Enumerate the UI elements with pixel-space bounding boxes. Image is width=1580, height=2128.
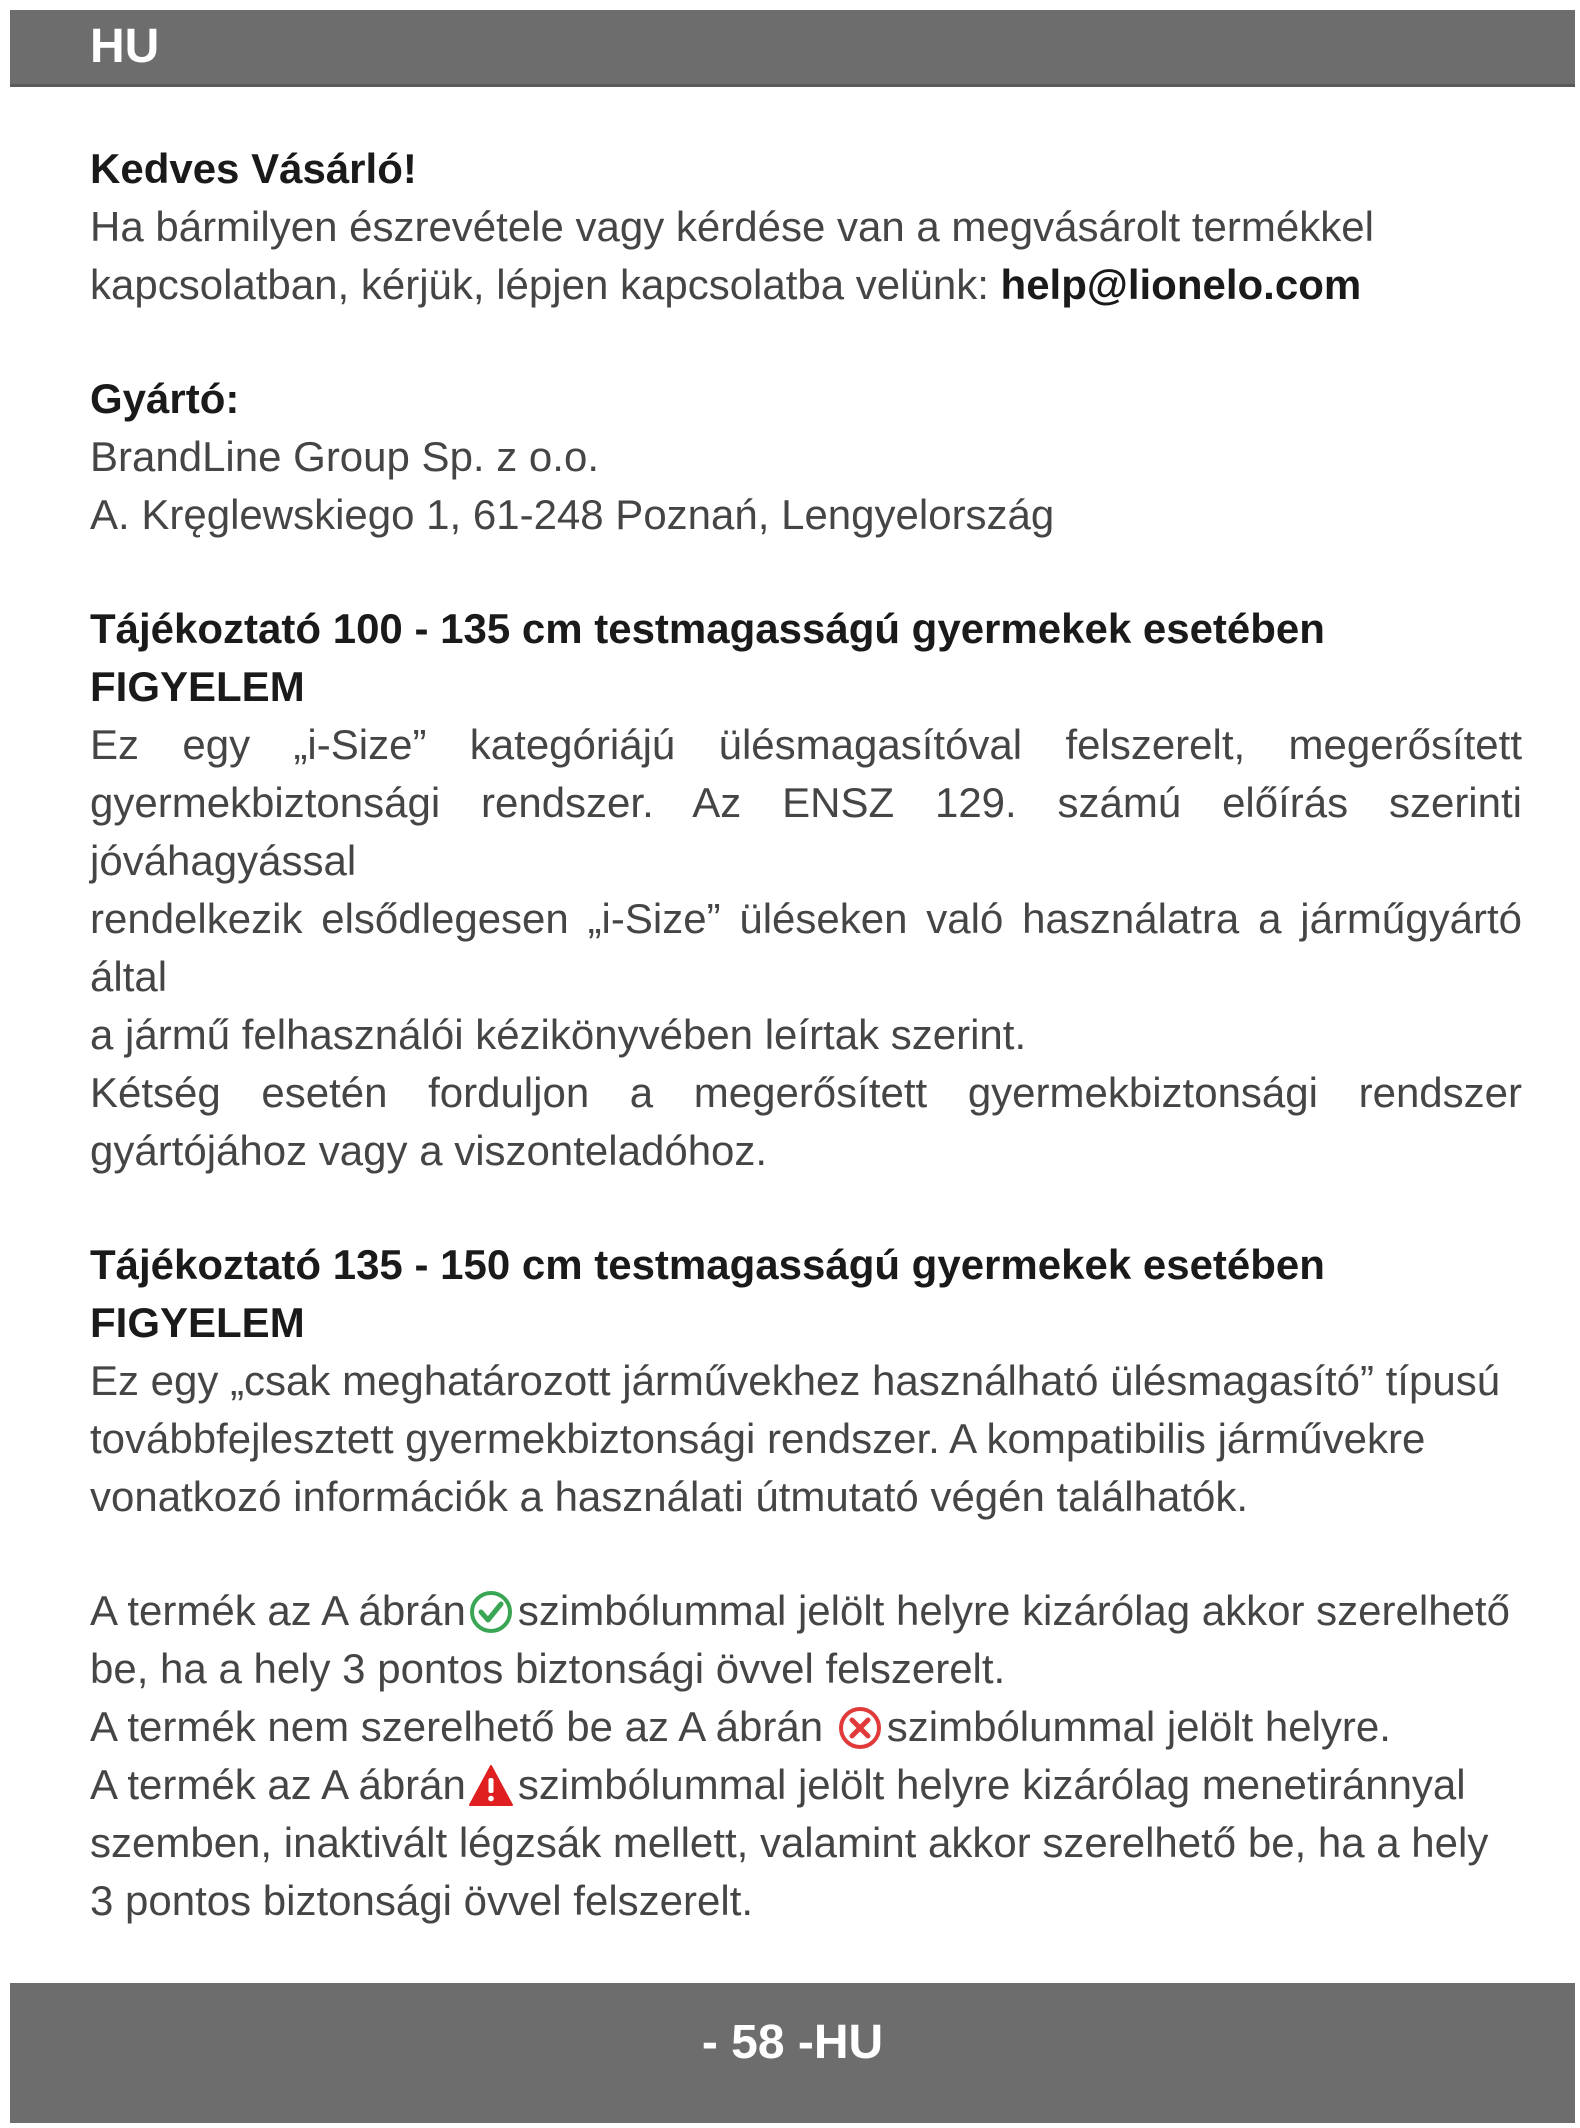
symbol-ok-text-before: A termék az A ábrán (90, 1587, 466, 1634)
section1-line: a jármű felhasználói kézikönyvében leírtak szerint. (90, 1011, 1027, 1058)
section1-line: rendelkezik elsődlegesen „i-Size” üléseken való használatra a járműgyártó által (90, 895, 1522, 1000)
symbol-no-text-before: A termék nem szerelhető be az A ábrán (90, 1703, 835, 1750)
section2-warning: FIGYELEM (90, 1299, 305, 1346)
page-number: - 58 -HU (701, 2016, 884, 2069)
symbol-ok-line2: be, ha a hely 3 pontos biztonsági övvel felszerelt. (90, 1645, 1006, 1692)
section2-line: vonatkozó információk a használati útmutató végén találhatók. (90, 1473, 1249, 1520)
section2-title: Tájékoztató 135 - 150 cm testmagasságú gyermekek esetében (90, 1241, 1325, 1288)
symbol-ok-text-after: szimbólummal jelölt helyre kizárólag akkor szerelhető (517, 1587, 1510, 1634)
check-circle-icon (468, 1589, 514, 1635)
warning-triangle-icon (468, 1763, 514, 1809)
symbol-no-line (90, 1698, 1522, 1756)
symbol-no-text-after: szimbólummal jelölt helyre. (886, 1703, 1391, 1750)
page-content (90, 140, 1522, 1930)
greeting-text (90, 198, 1522, 314)
cross-circle-icon (837, 1705, 883, 1751)
greeting-body: Ha bármilyen észrevétele vagy kérdése van a megvásárolt termékkel kapcsolatban, kérjük, lépjen kapcsolatba velünk: (90, 203, 1374, 308)
symbol-warn-text-after: szimbólummal jelölt helyre kizárólag menetiránnyal (517, 1761, 1466, 1808)
footer-bar (10, 1983, 1575, 2123)
greeting-title: Kedves Vásárló! (90, 145, 417, 192)
symbol-warn-text-before: A termék az A ábrán (90, 1761, 466, 1808)
section1-line: gyermekbiztonsági rendszer. Az ENSZ 129. számú előírás szerinti jóváhagyással (90, 779, 1522, 884)
section2-line: továbbfejlesztett gyermekbiztonsági rendszer. A kompatibilis járművekre (90, 1415, 1426, 1462)
support-email: help@lionelo.com (1000, 261, 1362, 308)
section1-warning: FIGYELEM (90, 663, 305, 710)
header-language: HU (90, 20, 160, 73)
section1-line: gyártójához vagy a viszonteladóhoz. (90, 1127, 768, 1174)
symbol-warn-line3: 3 pontos biztonsági övvel felszerelt. (90, 1877, 754, 1924)
symbol-warn-line2: szemben, inaktivált légzsák mellett, valamint akkor szerelhető be, ha a hely (90, 1819, 1489, 1866)
symbol-ok-line (90, 1582, 1522, 1640)
section1-line: Kétség esetén forduljon a megerősített gyermekbiztonsági rendszer (90, 1069, 1522, 1116)
manufacturer-address: A. Kręglewskiego 1, 61-248 Poznań, Lengyelország (90, 491, 1055, 538)
manufacturer-title: Gyártó: (90, 375, 240, 422)
header-bar (10, 10, 1575, 87)
section2-line: Ez egy „csak meghatározott járművekhez használható ülésmagasító” típusú (90, 1357, 1501, 1404)
symbol-warn-line (90, 1756, 1522, 1814)
manufacturer-name: BrandLine Group Sp. z o.o. (90, 433, 599, 480)
section1-title: Tájékoztató 100 - 135 cm testmagasságú gyermekek esetében (90, 605, 1325, 652)
section1-line: Ez egy „i-Size” kategóriájú ülésmagasítóval felszerelt, megerősített (90, 721, 1522, 768)
